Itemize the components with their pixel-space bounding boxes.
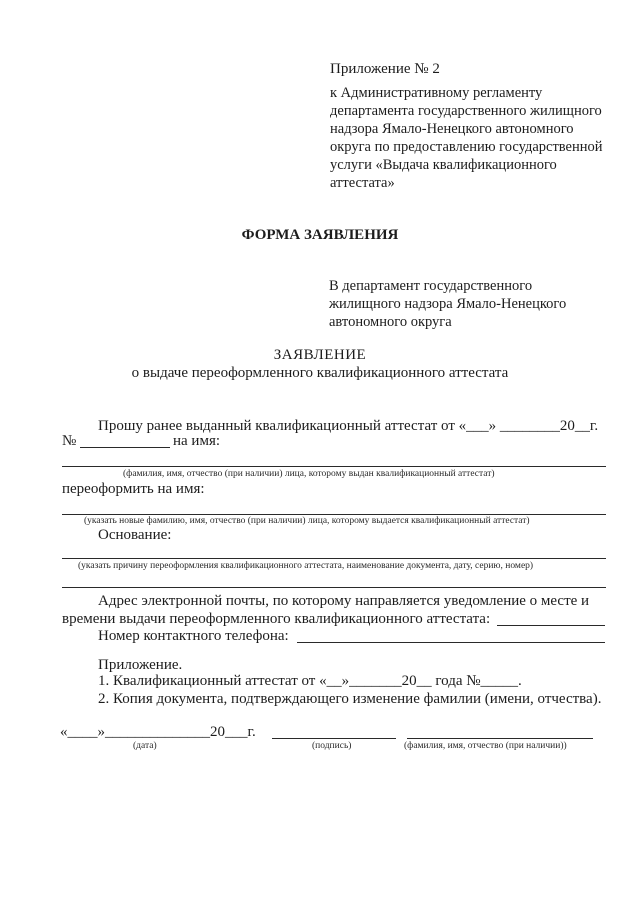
attachments-heading: Приложение. xyxy=(98,657,183,673)
basis-field[interactable] xyxy=(62,558,606,559)
new-fio-field[interactable] xyxy=(62,514,606,515)
phone-label: Номер контактного телефона: xyxy=(98,628,289,644)
appendix-line: надзора Ямало-Ненецкого автономного xyxy=(330,121,574,137)
signature-fio-field[interactable] xyxy=(407,738,593,739)
phone-field[interactable] xyxy=(297,642,605,643)
addressee-line: автономного округа xyxy=(329,314,452,330)
email-line-1: Адрес электронной почты, по которому направляется уведомление о месте и xyxy=(98,593,590,609)
basis-label: Основание: xyxy=(98,527,172,543)
new-fio-hint: (указать новые фамилию, имя, отчество (при наличии) лица, которому выдается квалификационный аттестат) xyxy=(84,516,530,526)
attachment-item-2: 2. Копия документа, подтверждающего изменение фамилии (имени, отчества). xyxy=(98,691,602,707)
attachment-item-1: 1. Квалификационный аттестат от «__»_______20__ года №_____. xyxy=(98,673,522,689)
number-field[interactable] xyxy=(80,447,170,448)
basis-field-2[interactable] xyxy=(62,587,606,588)
application-title: ЗАЯВЛЕНИЕ xyxy=(273,347,367,363)
signature-hint: (подпись) xyxy=(312,741,352,751)
fio-hint: (фамилия, имя, отчество (при наличии)) xyxy=(404,741,567,751)
number-suffix: на имя: xyxy=(173,433,221,449)
appendix-line: округа по предоставлению государственной xyxy=(330,139,603,155)
appendix-line: аттестата» xyxy=(330,175,395,191)
application-subtitle: о выдаче переоформленного квалификационного аттестата xyxy=(131,365,509,381)
form-title: ФОРМА ЗАЯВЛЕНИЯ xyxy=(241,227,399,243)
email-field[interactable] xyxy=(497,625,605,626)
date-hint: (дата) xyxy=(133,741,157,751)
email-line-2: времени выдачи переоформленного квалификационного аттестата: xyxy=(62,611,491,627)
addressee-line: жилищного надзора Ямало-Ненецкого xyxy=(329,296,567,312)
appendix-line: департамента государственного жилищного xyxy=(330,103,602,119)
appendix-number: Приложение № 2 xyxy=(330,61,440,77)
appendix-line: к Административному регламенту xyxy=(330,85,543,101)
request-line: Прошу ранее выданный квалификационный аттестат от «___» ________20__г. xyxy=(98,418,599,434)
old-fio-field[interactable] xyxy=(62,466,606,467)
appendix-reference xyxy=(330,84,603,192)
number-prefix: № xyxy=(62,433,77,449)
appendix-line: услуги «Выдача квалификационного xyxy=(330,157,557,173)
basis-hint: (указать причину переоформления квалификационного аттестата, наименование документа, дату, серию, номер) xyxy=(78,561,534,571)
signature-field[interactable] xyxy=(272,738,396,739)
reissue-label: переоформить на имя: xyxy=(62,481,205,497)
addressee-block xyxy=(329,277,566,331)
old-fio-hint: (фамилия, имя, отчество (при наличии) лица, которому выдан квалификационный аттестат) xyxy=(123,469,495,479)
signature-date-line: «____»______________20___г. xyxy=(60,724,256,740)
addressee-line: В департамент государственного xyxy=(329,278,533,294)
